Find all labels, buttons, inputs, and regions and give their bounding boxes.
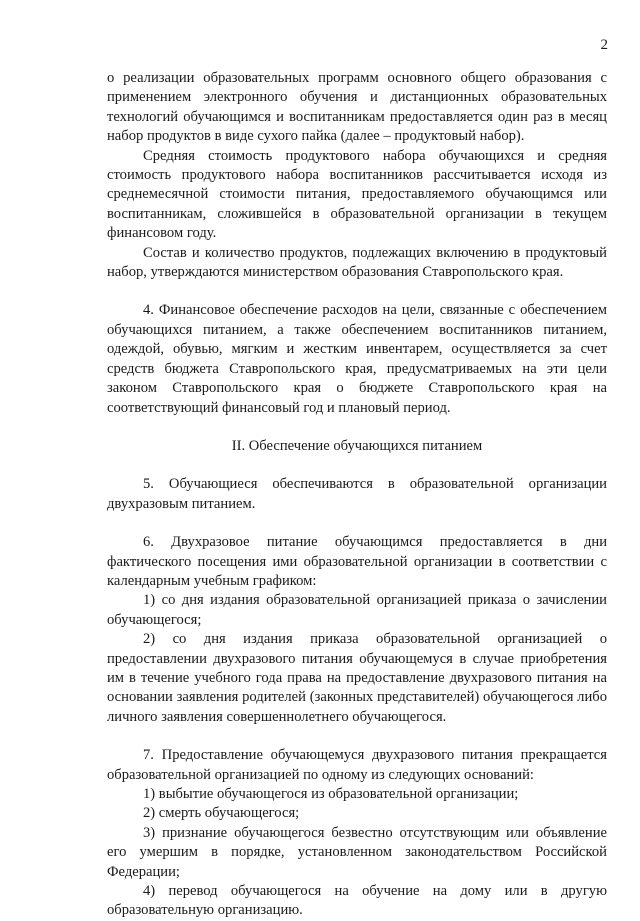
paragraph-7-termination: 7. Предоставление обучающемуся двухразового питания прекращается образовательной организацией по одному из следующих оснований: [107, 747, 607, 783]
paragraph-6-item-2: 2) со дня издания приказа образовательной организацией о предоставлении двухразового питания обучающемуся в случае приобретения им в течение учебного года права на предоставление двухразового питания на основании заявления родителей (законных представителей) обучающегося либо личного заявления совершеннолетнего обучающегося. [107, 631, 607, 725]
page-number: 2 [600, 37, 608, 53]
paragraph-composition: Состав и количество продуктов, подлежащих включению в продуктовый набор, утверждаются министерством образования Ставропольского края. [107, 244, 607, 281]
paragraph-6-item-1: 1) со дня издания образовательной организацией приказа о зачислении обучающегося; [107, 592, 607, 628]
paragraph-7-item-1: 1) выбытие обучающегося из образовательной организации; [143, 786, 519, 802]
paragraph-continuation: о реализации образовательных программ основного общего образования с применением электронного обучения и дистанционных образовательных технологий обучающимся и воспитанникам предоставляется один раз в месяц набор продуктов в виде сухого пайка (далее – продуктовый набор). [107, 70, 607, 145]
paragraph-7-item-3: 3) признание обучающегося безвестно отсутствующим или объявление его умершим в порядке, установленном законодательством Российской Федерации; [107, 824, 607, 880]
document-body [107, 69, 607, 921]
paragraph-6-provision: 6. Двухразовое питание обучающимся предоставляется в дни фактического посещения ими образовательной организации в соответствии с календарным учебным графиком: [107, 534, 607, 589]
paragraph-4-financing: 4. Финансовое обеспечение расходов на цели, связанные с обеспечением обучающихся питанием, а также обеспечением воспитанников питанием, одеждой, обувью, мягким и жестким инвентарем, осуществляется за счет средств бюджета Ставропольского края, предусматриваемых на эти цели законом Ставропольского края о бюджете Ставропольского края на соответствующий финансовый год и плановый период. [107, 302, 607, 416]
paragraph-7-item-2: 2) смерть обучающегося; [143, 805, 300, 822]
section-heading: II. Обеспечение обучающихся питанием [231, 437, 483, 454]
paragraph-average-cost: Средняя стоимость продуктового набора обучающихся и средняя стоимость продуктового набора воспитанников рассчитывается исходя из среднемесячной стоимости питания, предоставляемого обучающимся или воспитанникам, сложившейся в образовательной организации в текущем финансовом году. [107, 147, 607, 242]
paragraph-5-two-meals: 5. Обучающиеся обеспечиваются в образовательной организации двухразовым питанием. [107, 476, 607, 512]
paragraph-7-item-4: 4) перевод обучающегося на обучение на дому или в другую образовательную организацию. [107, 883, 607, 919]
